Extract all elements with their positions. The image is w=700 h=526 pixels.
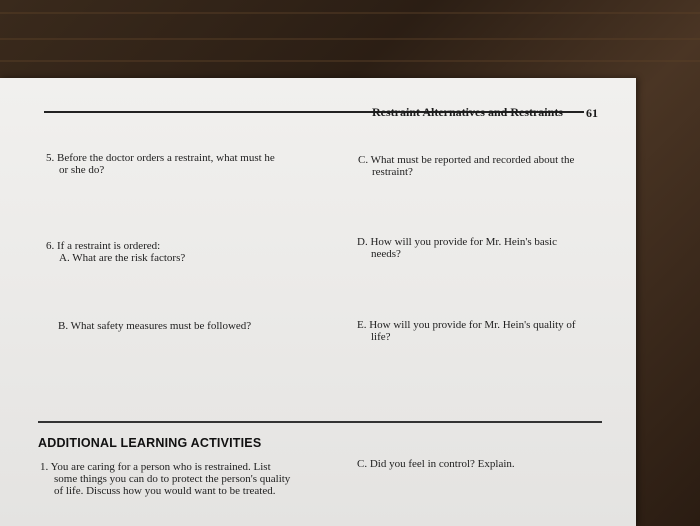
question-6-line-1: 6. If a restraint is ordered: [46,240,161,252]
workbook-page [0,78,636,526]
question-5c-line-1: C. What must be reported and recorded about the [358,154,575,166]
question-6e-line-2: life? [371,331,391,343]
wood-grain [0,38,700,40]
question-6a: A. What are the risk factors? [59,252,186,264]
running-header-title: Restraint Alternatives and Restraints [372,105,563,119]
question-6 [46,240,185,264]
activity-1-line-2: some things you can do to protect the person's quality [54,473,291,485]
question-6d-line-2: needs? [371,248,401,260]
section-divider [38,421,602,423]
question-5-line-2: or she do? [59,164,105,176]
question-5c [358,154,574,178]
question-6d [357,236,557,260]
activity-1c-line-1: C. Did you feel in control? Explain. [357,458,515,470]
question-5c-line-2: restraint? [372,166,413,178]
wood-grain [0,12,700,14]
activity-1-line-3: of life. Discuss how you would want to be treated. [54,485,276,497]
question-6e [357,319,576,343]
question-5-line-1: 5. Before the doctor orders a restraint, what must he [46,152,275,164]
question-6e-line-1: E. How will you provide for Mr. Hein's quality of [357,319,576,331]
question-5 [46,152,275,176]
question-6d-line-1: D. How will you provide for Mr. Hein's basic [357,236,557,248]
activity-1 [40,461,290,497]
question-6b-line-1: B. What safety measures must be followed? [58,320,252,332]
wood-grain [0,60,700,62]
activity-1c [357,458,515,470]
question-6b [58,320,251,332]
additional-activities-heading: ADDITIONAL LEARNING ACTIVITIES [38,436,262,450]
activity-1-line-1: 1. You are caring for a person who is restrained. List [40,461,271,473]
page-number: 61 [586,106,598,120]
